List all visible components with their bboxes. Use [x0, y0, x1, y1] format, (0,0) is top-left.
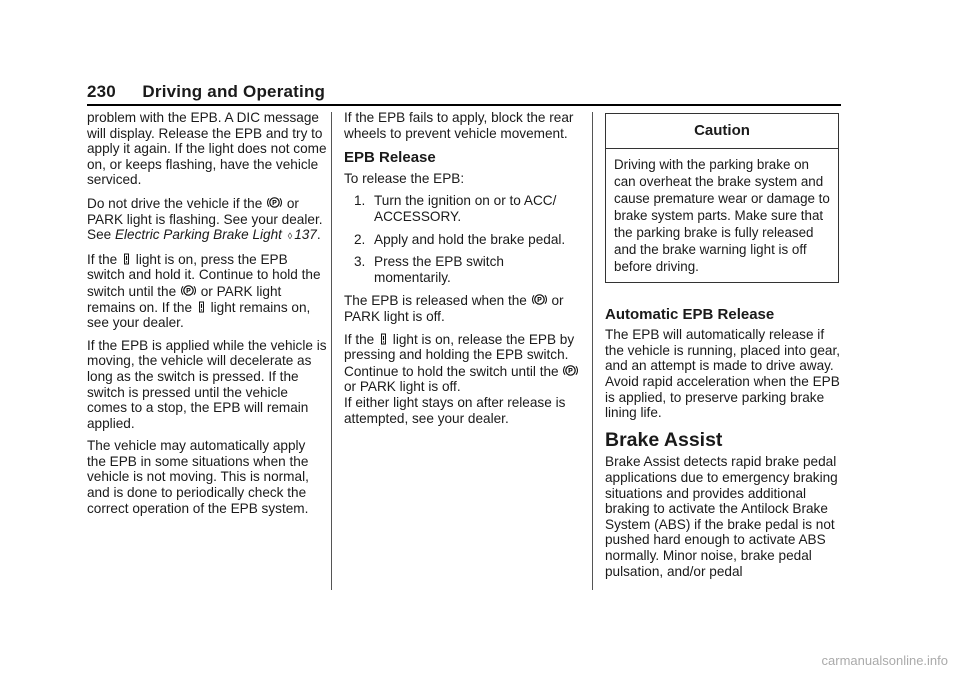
column-divider	[592, 112, 593, 590]
svg-text:P: P	[272, 200, 277, 208]
text-run: or PARK light is off.	[344, 293, 564, 324]
column-2	[344, 110, 584, 433]
column-3	[605, 110, 845, 586]
paragraph: Brake Assist detects rapid brake pedal applications due to emergency braking situations and provides additional braking to activate the Antilock Brake System (ABS) if the brake pedal is not pushed hard enough to activate ABS normally. Minor noise, brake pedal pulsation, and/or pedal	[605, 454, 838, 579]
release-steps	[344, 193, 584, 285]
text-run: light is on, press the EPB switch and hold it. Continue to hold the switch until the	[87, 251, 321, 299]
park-brake-icon	[563, 363, 578, 378]
watermark: carmanualsonline.info	[821, 653, 948, 668]
svg-text:P: P	[568, 367, 574, 375]
paragraph: The vehicle may automatically apply the EPB in some situations when the vehicle is not moving. This is normal, and is done to periodically check the correct operation of the EPB system.	[87, 438, 309, 516]
text-run: .	[316, 227, 321, 243]
text-run: or PARK light is off.	[344, 379, 461, 395]
paragraph: problem with the EPB. A DIC message will display. Release the EPB and try to apply it again. If the light does not come on, or keeps flashing, have the vehicle serviced.	[87, 110, 327, 188]
text-run: light is on, release the EPB by pressing and holding the EPB switch. Continue to hold the switch until the	[344, 331, 575, 379]
text-run: If the	[87, 251, 118, 267]
caution-box	[605, 113, 839, 283]
paragraph	[87, 195, 327, 245]
xref-arrow: ◊	[287, 231, 293, 242]
paragraph	[344, 332, 584, 395]
paragraph: The EPB will automatically release if the vehicle is running, placed into gear, and an attempt is made to drive away. Avoid rapid acceleration when the EPB is applied, to preserve parking brake lining life.	[605, 327, 841, 421]
text-run: or PARK light remains on. If the	[87, 283, 282, 315]
list-item	[344, 232, 584, 248]
xref-link[interactable]: Electric Parking Brake Light	[114, 227, 282, 243]
subheading-epb-release: EPB Release	[344, 149, 436, 167]
paragraph: If the EPB fails to apply, block the rear wheels to prevent vehicle movement.	[344, 110, 574, 141]
step-text: Press the EPB switch momentarily.	[374, 254, 504, 285]
brake-warning-icon	[197, 301, 206, 313]
park-brake-icon	[181, 283, 196, 298]
column-1	[87, 110, 327, 523]
caution-title: Caution	[606, 114, 838, 149]
column-divider	[331, 112, 332, 590]
step-number: 3.	[354, 254, 366, 270]
park-brake-icon	[532, 292, 547, 307]
text-run: The EPB is released when the	[344, 293, 527, 309]
paragraph	[344, 292, 584, 324]
brake-warning-icon	[122, 253, 131, 265]
list-item	[344, 254, 584, 285]
page-number: 230	[87, 82, 116, 101]
svg-text:P: P	[186, 288, 191, 296]
subheading-automatic-epb-release: Automatic EPB Release	[605, 305, 775, 323]
section-title: Driving and Operating	[142, 82, 326, 101]
list-item	[344, 193, 584, 224]
text-run: Do not drive the vehicle if the	[87, 195, 263, 211]
caution-text: Driving with the parking brake on can overheat the brake system and cause premature wear or damage to brake system parts. Make sure that the parking brake is fully released and the brake warning light is off before driving.	[614, 156, 830, 274]
xref-page[interactable]: 137	[294, 227, 317, 243]
paragraph	[87, 252, 327, 331]
header-rule	[87, 104, 841, 106]
heading-brake-assist: Brake Assist	[605, 428, 723, 451]
paragraph: If the EPB is applied while the vehicle is moving, the vehicle will decelerate as long as the switch is pressed. If the switch is pressed until the vehicle comes to a stop, the EPB will remain applied.	[87, 337, 327, 431]
text-run: If the	[344, 331, 375, 347]
brake-warning-icon	[379, 333, 388, 345]
text-run: or PARK light is flashing. See your dealer. See	[87, 195, 323, 243]
step-number: 2.	[354, 231, 366, 247]
paragraph: To release the EPB:	[344, 170, 465, 186]
park-brake-icon	[267, 195, 282, 210]
svg-text:P: P	[536, 297, 542, 305]
step-number: 1.	[354, 193, 366, 209]
page-header	[87, 82, 325, 102]
step-text: Apply and hold the brake pedal.	[374, 231, 566, 247]
paragraph: If either light stays on after release is attempted, see your dealer.	[344, 394, 566, 426]
text-run: light remains on, see your dealer.	[87, 299, 311, 331]
step-text: Turn the ignition on or to ACC/ ACCESSORY.	[374, 193, 557, 224]
